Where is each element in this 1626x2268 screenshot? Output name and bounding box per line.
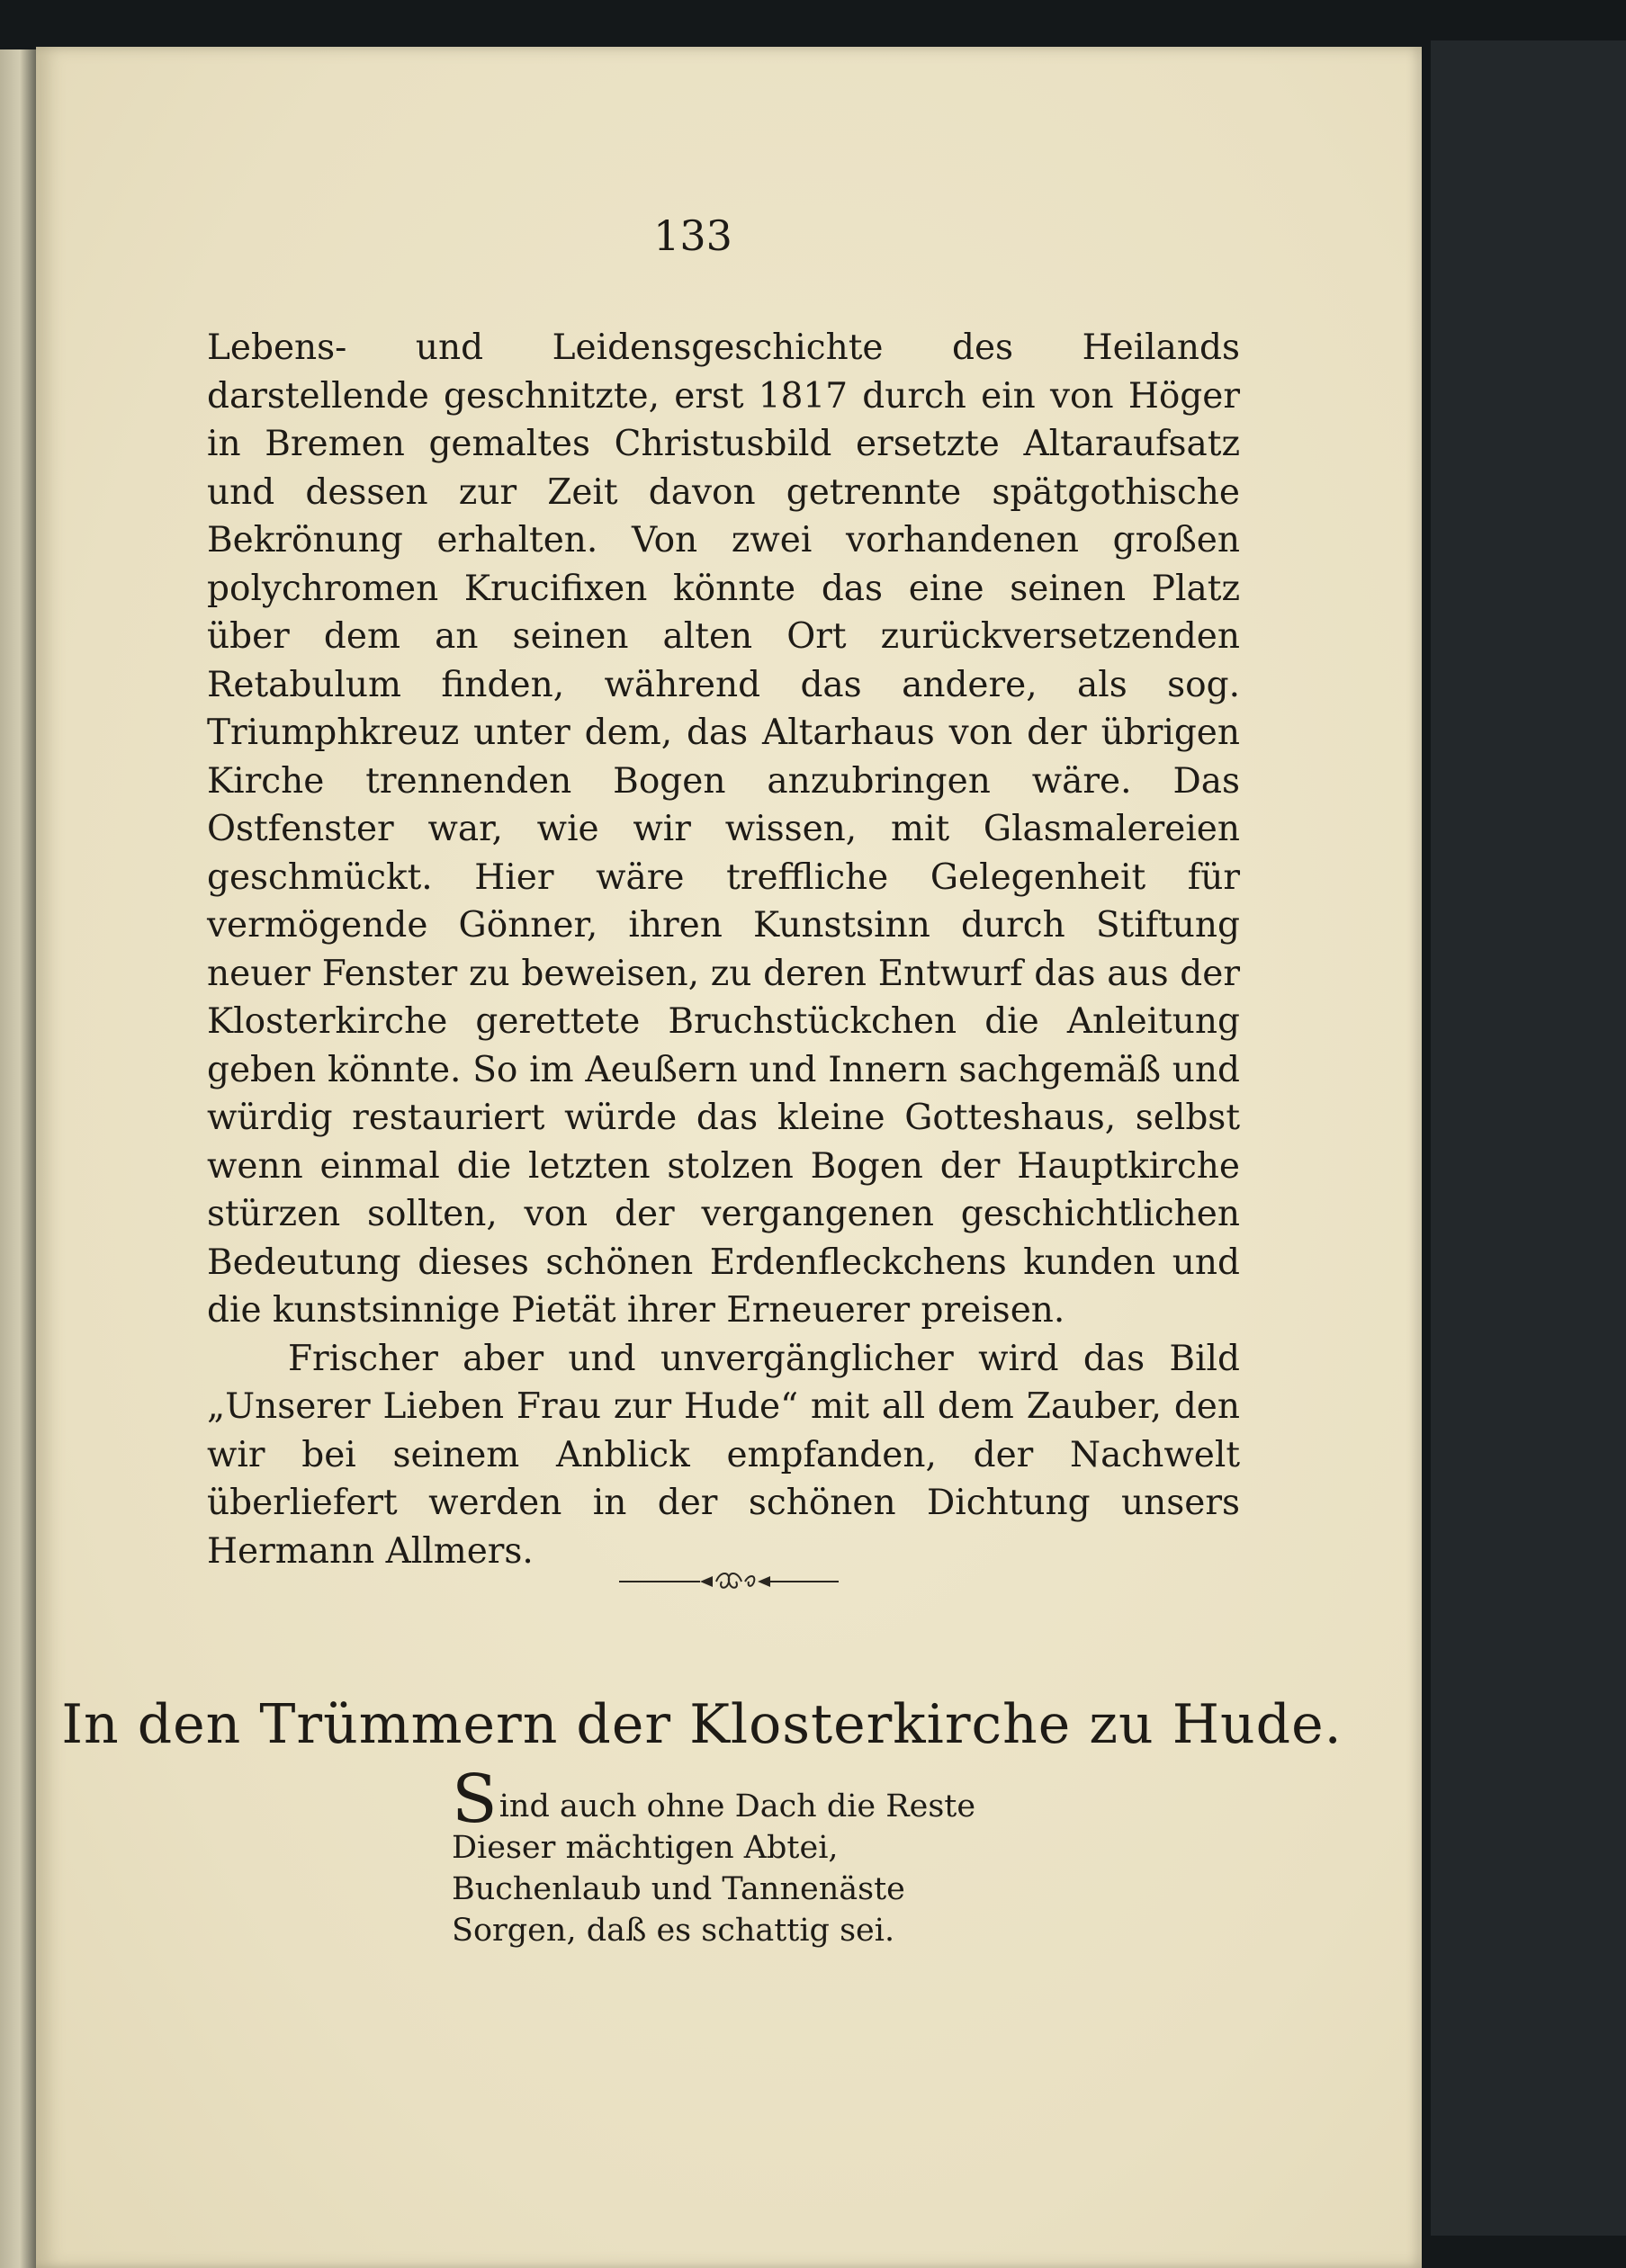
book-cover-edge	[1431, 40, 1626, 2236]
facing-page-edge	[0, 49, 36, 2268]
section-divider-ornament	[612, 1565, 846, 1598]
paragraph-1: Lebens- und Leidensgeschichte des Heilands darstellende geschnitzte, erst 1817 durch ein von Höger in Bremen gemaltes Christusbild ersetzte Altaraufsatz und dessen zur Zeit davon getrennte spätgothische Bekrönung erhalten. Von zwei vorhandenen großen polychromen Krucifixen könnte das eine seinen Platz über dem an seinen alten Ort zurückversetzenden Retabulum finden, während das andere, als sog. Triumphkreuz unter dem, das Altarhaus von der übrigen Kirche trennenden Bogen anzubringen wäre. Das Ostfenster war, wie wir wissen, mit Glasmalereien geschmückt. Hier wäre treffliche Gelegenheit für vermögende Gönner, ihren Kunstsinn durch Stiftung neuer Fenster zu beweisen, zu deren Entwurf das aus der Klosterkirche gerettete Bruchstückchen die Anleitung geben könnte. So im Aeußern und Innern sachgemäß und würdig restauriert würde das kleine Gotteshaus, selbst wenn einmal die letzten stolzen Bogen der Hauptkirche stürzen sollten, von der vergangenen geschichtlichen Bedeutung dieses schönen Erdenfleckchens kunden und die kunstsinnige Pietät ihrer Erneuerer preisen.	[207, 327, 1240, 1331]
book-page	[36, 47, 1422, 2268]
poem-line-3: Buchenlaub und Tannenäste	[452, 1871, 905, 1907]
drop-cap: S	[452, 1761, 498, 1838]
page-number: 133	[653, 211, 732, 260]
poem-title: In den Trümmern der Klosterkirche zu Hude.	[61, 1693, 1343, 1756]
poem-line-2: Dieser mächtigen Abtei,	[452, 1830, 839, 1866]
body-text	[207, 324, 1240, 1575]
poem-line-1-text: ind auch ohne Dach die Reste	[499, 1788, 976, 1824]
poem-stanza	[452, 1761, 976, 1951]
poem-line-1	[452, 1761, 976, 1838]
paragraph-2: Frischer aber und unvergänglicher wird das Bild „Unserer Lieben Frau zur Hude“ mit all dem Zauber, den wir bei seinem Anblick empfanden, der Nachwelt überliefert werden in der schönen Dichtung unsers Hermann Allmers.	[207, 1338, 1240, 1572]
poem-line-4: Sorgen, daß es schattig sei.	[452, 1913, 895, 1949]
